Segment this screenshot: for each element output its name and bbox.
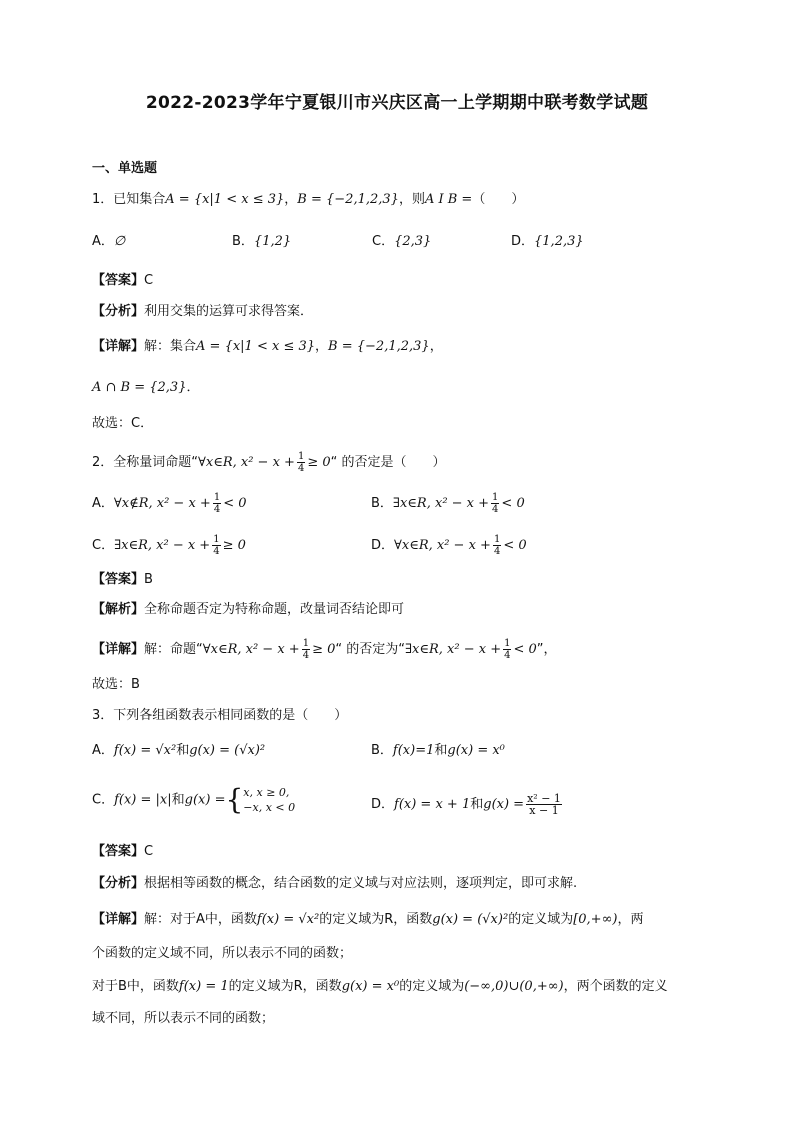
fraction — [526, 793, 562, 816]
case-1: x, x ≥ 0, — [243, 786, 290, 799]
q1-set-b: B = {−2,1,2,3} — [297, 192, 399, 207]
frac-num: 1 — [493, 534, 501, 545]
q2-choose: 故选：B — [92, 677, 140, 692]
frac-num: 1 — [504, 638, 511, 649]
option-label: B． — [371, 496, 393, 511]
option-label: D． — [511, 234, 535, 249]
q3-option-a — [92, 742, 265, 760]
option-g: g(x) = x⁰ — [447, 743, 505, 758]
option-value: {2,3} — [394, 234, 432, 249]
q1-option-c — [372, 233, 431, 251]
option-label: A． — [92, 234, 114, 249]
option-label: B． — [232, 234, 254, 249]
option-value: ∅ — [113, 234, 126, 249]
q1-stem-text: 1．已知集合 — [92, 192, 166, 207]
detail-text: 的定义域为 — [508, 912, 574, 927]
detail-expr: ∃x∈R, x² − x + — [404, 642, 502, 657]
option-label: C． — [372, 234, 395, 249]
option-expr: ∃x∈R, x² − x + — [392, 496, 490, 511]
q2-option-a — [92, 492, 247, 515]
fraction — [302, 638, 310, 661]
frac-num: x² − 1 — [527, 792, 561, 805]
fraction — [297, 451, 305, 474]
q3-analysis — [92, 875, 577, 893]
option-label: B． — [371, 743, 393, 758]
frac-den: 4 — [213, 504, 221, 515]
q2-stem-text: 2．全称量词命题“ — [92, 455, 199, 470]
question-1-stem — [92, 191, 524, 209]
option-f: f(x) = √x² — [113, 743, 177, 758]
result-expr: A ∩ B = {2,3} — [92, 380, 187, 395]
detail-domain: [0,+∞) — [573, 912, 618, 927]
q1-analysis — [92, 303, 313, 321]
option-expr: ∀x∉R, x² − x + — [113, 496, 211, 511]
case-2: −x, x < 0 — [243, 801, 296, 814]
q3-option-d — [371, 793, 564, 816]
q3-detail-1 — [92, 911, 644, 929]
frac-den: 4 — [493, 546, 501, 557]
frac-den: x − 1 — [529, 804, 559, 817]
analysis-text: 根据相等函数的概念，结合函数的定义域与对应法则，逐项判定，即可求解. — [144, 876, 578, 891]
detail-set-b: B = {−2,1,2,3} — [328, 339, 430, 354]
q1-choose: 故选：C． — [92, 416, 154, 431]
option-expr: ∀x∈R, x² − x + — [394, 538, 491, 553]
answer-value: B — [144, 572, 153, 587]
detail-expr: ∀x∈R, x² − x + — [202, 642, 300, 657]
q2-rel: ≥ 0 — [307, 455, 331, 470]
detail-end: ， — [429, 339, 443, 354]
answer-tag: 【答案】 — [92, 572, 145, 587]
detail-domain: (−∞,0)∪(0,+∞) — [464, 979, 564, 994]
piecewise-cases — [243, 785, 295, 815]
option-and: 和 — [171, 792, 185, 808]
answer-tag: 【答案】 — [92, 844, 145, 859]
detail-tag: 【详解】 — [92, 912, 145, 927]
detail-text: ，两个函数的定义 — [563, 979, 668, 994]
option-and: 和 — [470, 797, 484, 812]
question-2-stem — [92, 451, 445, 474]
option-label: C． — [92, 538, 115, 553]
option-and: 和 — [434, 743, 448, 758]
fraction — [213, 492, 221, 515]
q3-detail-3 — [92, 978, 668, 996]
q1-then: ，则 — [398, 192, 425, 207]
q3-option-c — [92, 785, 295, 815]
detail-sep: ， — [315, 339, 329, 354]
option-rel: < 0 — [223, 496, 247, 511]
q3-answer — [92, 843, 153, 861]
detail-f: f(x) = 1 — [178, 979, 229, 994]
option-g: g(x) = — [483, 797, 525, 812]
analysis-tag: 【分析】 — [92, 876, 145, 891]
option-f: f(x) = x + 1 — [394, 797, 471, 812]
q2-detail — [92, 638, 557, 661]
analysis-tag: 【解析】 — [92, 602, 145, 617]
detail-text: ，两 — [617, 912, 644, 927]
detail-text: “ 的否定为“ — [335, 642, 405, 657]
detail-text: 解：集合 — [144, 339, 197, 354]
option-rel: < 0 — [503, 538, 527, 553]
option-g: g(x) = (√x)² — [189, 743, 266, 758]
q2-answer — [92, 571, 153, 589]
q1-option-b — [232, 233, 291, 251]
q1-option-a — [92, 233, 125, 251]
detail-tag: 【详解】 — [92, 642, 145, 657]
detail-g: g(x) = x⁰ — [341, 979, 400, 994]
fraction — [493, 534, 501, 557]
q1-paren: （ ） — [472, 192, 525, 207]
q3-detail-2: 个函数的定义域不同，所以表示不同的函数； — [92, 946, 353, 961]
option-label: A． — [92, 496, 114, 511]
q3-option-b — [371, 742, 505, 760]
detail-text: 的定义域为R，函数 — [319, 912, 433, 927]
detail-tag: 【详解】 — [92, 339, 145, 354]
q1-op: A I B = — [424, 192, 473, 207]
frac-num: 1 — [297, 451, 305, 462]
detail-text: 解：对于A中，函数 — [144, 912, 257, 927]
analysis-text: 全称命题否定为特称命题，改量词否结论即可 — [144, 602, 405, 617]
q1-answer — [92, 272, 153, 290]
frac-num: 1 — [213, 492, 221, 503]
frac-den: 4 — [297, 463, 305, 474]
option-g: g(x) = — [184, 792, 226, 808]
q2-option-d — [371, 534, 527, 557]
option-f: f(x)=1 — [392, 743, 435, 758]
fraction — [491, 492, 499, 515]
detail-rel: ≥ 0 — [312, 642, 336, 657]
frac-den: 4 — [213, 546, 220, 557]
option-expr: ∃x∈R, x² − x + — [114, 538, 211, 553]
result-end: ． — [186, 380, 200, 395]
answer-value: C — [144, 273, 154, 288]
option-f: f(x) = |x| — [114, 792, 172, 808]
section-heading: 一、单选题 — [92, 161, 158, 176]
detail-text: ”， — [536, 642, 557, 657]
fraction — [212, 534, 220, 557]
q1-sep: ， — [284, 192, 298, 207]
q1-option-d — [511, 233, 584, 251]
frac-num: 1 — [213, 534, 220, 545]
detail-set-a: A = {x|1 < x ≤ 3} — [196, 339, 316, 354]
option-label: A． — [92, 743, 114, 758]
q2-option-c — [92, 534, 246, 557]
analysis-text: 利用交集的运算可求得答案． — [144, 304, 314, 319]
option-value: {1,2} — [253, 234, 292, 249]
q3-detail-4: 域不同，所以表示不同的函数； — [92, 1011, 275, 1026]
frac-den: 4 — [492, 504, 499, 515]
answer-tag: 【答案】 — [92, 273, 145, 288]
detail-text: 解：命题“ — [144, 642, 203, 657]
page-title: 2022-2023学年宁夏银川市兴庆区高一上学期期中联考数学试题 — [145, 93, 649, 113]
option-and: 和 — [176, 743, 190, 758]
q2-analysis — [92, 601, 404, 619]
option-label: D． — [371, 538, 395, 553]
detail-rel: < 0 — [513, 642, 537, 657]
detail-text: 的定义域为R，函数 — [228, 979, 342, 994]
detail-text: 的定义域为 — [399, 979, 465, 994]
frac-den: 4 — [302, 650, 310, 661]
q2-stem-end: “ 的否定是（ ） — [330, 455, 446, 470]
option-label: C． — [92, 792, 115, 808]
option-rel: ≥ 0 — [222, 538, 246, 553]
answer-value: C — [144, 844, 154, 859]
frac-num: 1 — [492, 492, 499, 503]
q1-result — [92, 379, 200, 397]
question-3-stem: 3．下列各组函数表示相同函数的是（ ） — [92, 708, 348, 723]
analysis-tag: 【分析】 — [92, 304, 145, 319]
frac-num: 1 — [302, 638, 310, 649]
frac-den: 4 — [504, 650, 511, 661]
detail-f: f(x) = √x² — [256, 912, 320, 927]
option-value: {1,2,3} — [534, 234, 584, 249]
q1-detail — [92, 338, 443, 356]
q2-option-b — [371, 492, 525, 515]
q1-set-a: A = {x|1 < x ≤ 3} — [165, 192, 285, 207]
detail-text: 对于B中，函数 — [92, 979, 179, 994]
fraction — [503, 638, 511, 661]
brace-icon: { — [225, 783, 244, 816]
option-rel: < 0 — [501, 496, 525, 511]
option-label: D． — [371, 797, 395, 812]
detail-g: g(x) = (√x)² — [432, 912, 509, 927]
q2-expr: ∀x∈R, x² − x + — [198, 455, 295, 470]
